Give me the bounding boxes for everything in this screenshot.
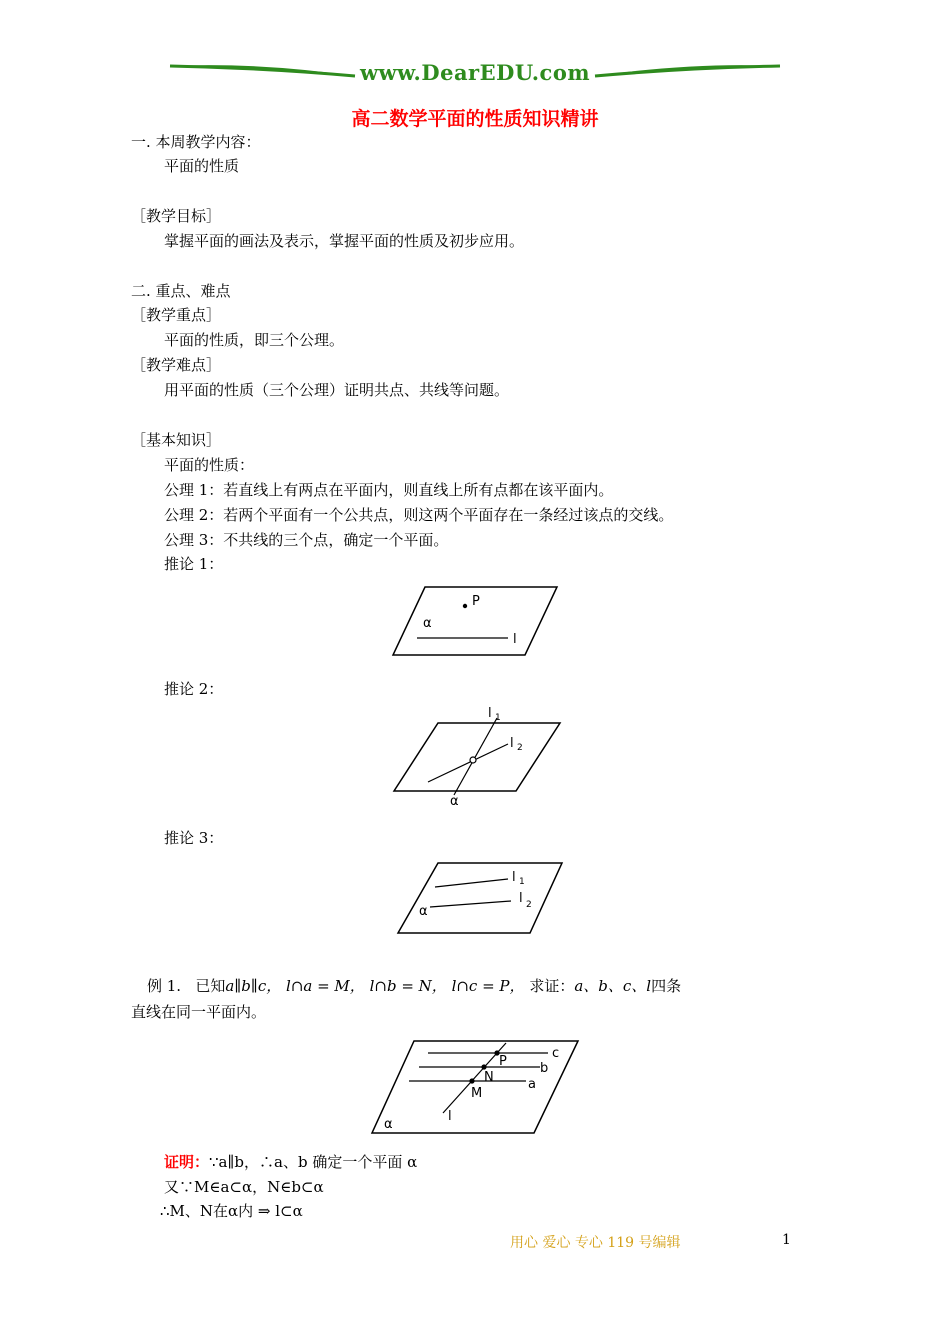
page-number: 1 [782,1232,791,1248]
given-word: 已知 [195,977,226,995]
prove-word: 求证： [529,977,575,995]
line-l-label: l [513,632,517,647]
prove-items: a、b、c、l [574,977,652,995]
plane-alpha-label: α [423,616,432,631]
corollary-1-label: 推论 1： [164,555,224,573]
example-label: 例 1. [147,977,182,995]
page-title: 高二数学平面的性质知识精讲 [351,108,599,130]
key-text: 平面的性质，即三个公理。 [164,331,345,349]
line-l1-label: l [488,706,492,721]
line-l2-label: l [510,736,514,751]
proof-label: 证明： [164,1153,210,1171]
line-c-label: c [552,1046,560,1061]
line-b-label: b [540,1061,549,1076]
point-p-label: P [499,1054,507,1069]
footer-motto: 用心 爱心 专心 119 号编辑 [510,1235,681,1251]
site-banner: www.DearEDU.com [359,60,591,85]
axiom-1: 公理 1：若直线上有两点在平面内，则直线上所有点都在该平面内。 [164,481,614,499]
properties-label: 平面的性质： [164,456,255,474]
line-l1-label: l [512,870,516,885]
basic-heading: ［基本知识］ [131,431,222,449]
corollary-2-label: 推论 2： [164,680,224,698]
example-1-statement [147,976,681,996]
line-l2-label: l [519,891,523,906]
axiom-2: 公理 2：若两个平面有一个公共点，则这两个平面存在一条经过该点的交线。 [164,506,674,524]
difficulty-text: 用平面的性质（三个公理）证明共点、共线等问题。 [164,381,510,399]
section1-content: 平面的性质 [164,157,240,175]
point-p-label: P [472,594,480,609]
cond-l-a: l∩a = M， [286,977,365,995]
line-a-label: a [528,1077,536,1092]
line-l1-subscript: 1 [495,713,501,723]
cond-parallel: a∥b∥c， [225,977,282,995]
proof-line-2: 又∵M∈a⊂α，N∈b⊂α [164,1178,324,1196]
line-l1-subscript: 1 [519,877,525,887]
line-l-label: l [448,1109,452,1124]
section1-heading: 一. 本周教学内容： [131,133,261,151]
example-1-figure [368,1038,583,1138]
key-heading: ［教学重点］ [131,306,222,324]
proof-line-1-text: ∵a∥b，∴a、b 确定一个平面 α [209,1153,418,1171]
example-1-line2: 直线在同一平面内。 [131,1003,267,1021]
plane-alpha-label: α [419,904,428,919]
plane-alpha-label: α [384,1117,393,1132]
proof-line-1 [164,1152,417,1172]
cond-l-c: l∩c = P， [451,977,525,995]
corollary-1-figure [385,582,565,662]
corollary-2-figure [388,703,568,813]
line-l2-subscript: 2 [526,900,532,910]
goal-heading: ［教学目标］ [131,207,222,225]
tail-words: 四条 [651,977,682,995]
plane-alpha-label: α [450,794,459,809]
cond-l-b: l∩b = N， [369,977,447,995]
axiom-3: 公理 3：不共线的三个点，确定一个平面。 [164,531,449,549]
goal-text: 掌握平面的画法及表示，掌握平面的性质及初步应用。 [164,232,525,250]
line-l2-subscript: 2 [517,743,523,753]
difficulty-heading: ［教学难点］ [131,356,222,374]
corollary-3-figure [390,857,570,939]
point-n-label: N [484,1070,494,1085]
corollary-3-label: 推论 3： [164,829,224,847]
proof-line-3: ∴M、N在α内 ⇒ l⊂α [160,1202,303,1220]
section2-heading: 二. 重点、难点 [131,282,231,300]
point-m-label: M [471,1086,483,1101]
